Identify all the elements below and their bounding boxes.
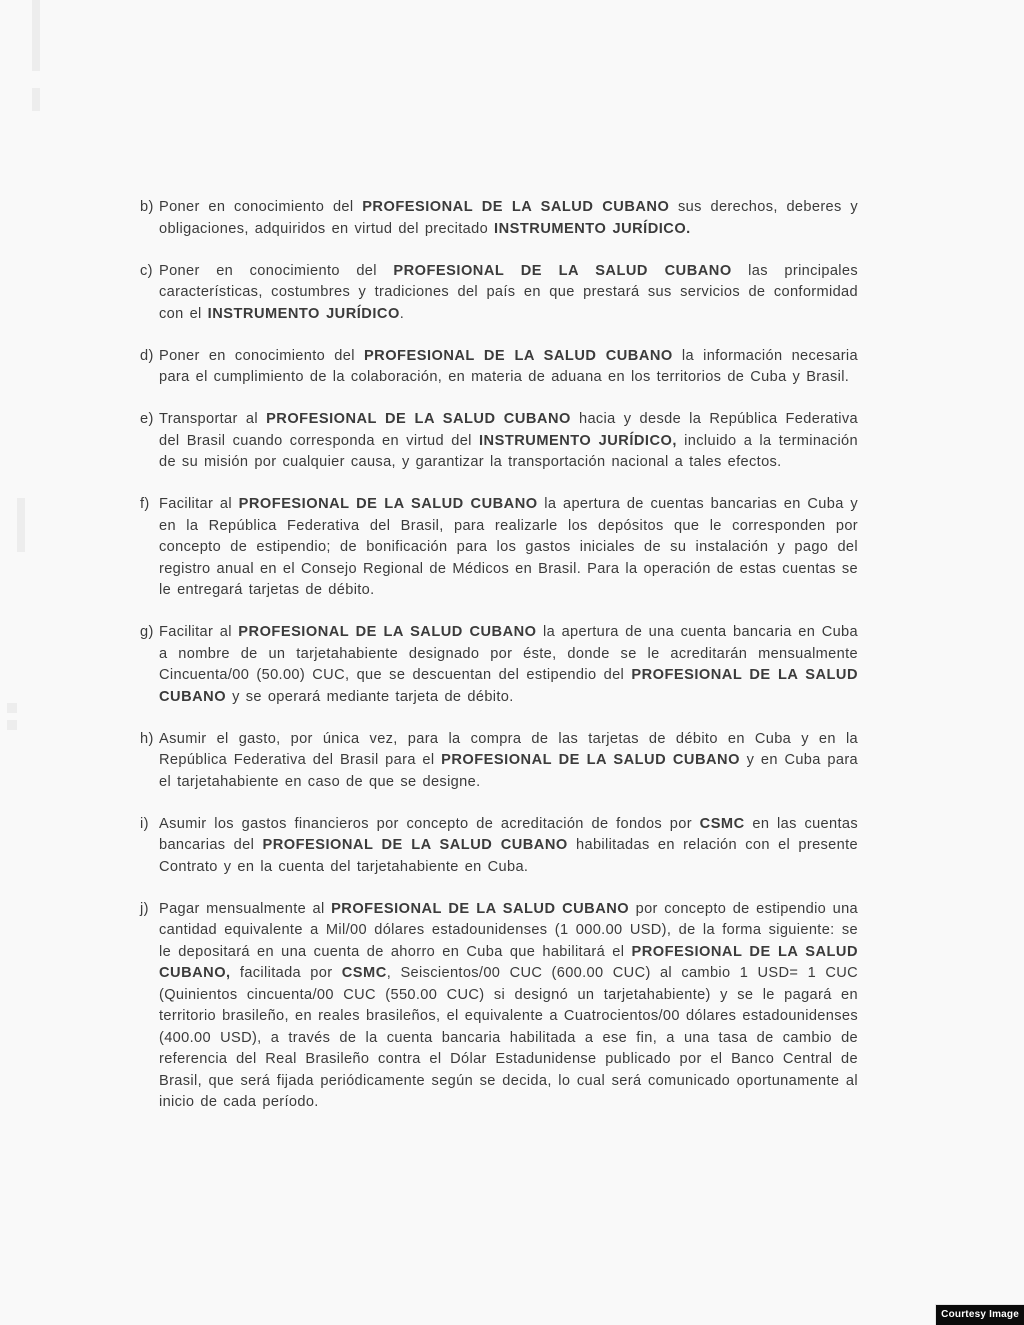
clause-text-run: las principales características, costumbres y tradiciones del país en que prestará sus servicios de conformidad con el — [159, 262, 859, 322]
clause-text-run: Poner en conocimiento del — [159, 262, 394, 279]
clause-letter: b) — [140, 199, 154, 215]
clause-text — [159, 494, 858, 602]
scan-artifact — [32, 0, 40, 71]
clause-text-run: hacia y desde la República Federativa del Brasil cuando corresponda en virtud del — [159, 411, 858, 449]
clause-text-run: Poner en conocimiento del — [159, 199, 363, 215]
emphasis-term: PROFESIONAL DE LA SALUD CUBANO — [362, 199, 670, 215]
emphasis-term: PROFESIONAL DE LA SALUD CUBANO — [159, 667, 858, 705]
clause-text-run: la apertura de cuentas bancarias en Cuba y en la República Federativa del Brasil, para realizarle los depósitos que le corresponden por concepto de estipendio; de bonificación para los gastos iniciales de su instalación y pago del registro anual en el Consejo Regional de Médicos en Brasil. Para la operación de estas cuentas se le entregará tarjetas de débito. — [159, 496, 858, 598]
contract-clause-list — [140, 197, 858, 1134]
contract-clause — [140, 494, 858, 602]
clause-text — [159, 814, 858, 879]
clause-text-run: Asumir los gastos financieros por concepto de acreditación de fondos por — [159, 815, 700, 832]
clause-text-run: la apertura de una cuenta bancaria en Cuba a nombre de un tarjetahabiente designado por éste, donde se le acreditarán mensualmente Cincuenta/00 (50.00) CUC, que se descuentan del estipendio del — [159, 624, 858, 683]
contract-clause — [140, 197, 858, 240]
clause-text-run: Facilitar al — [159, 624, 239, 640]
clause-letter: g) — [140, 624, 154, 640]
clause-letter: i) — [140, 815, 149, 832]
emphasis-term: INSTRUMENTO JURÍDICO, — [479, 432, 677, 449]
clause-text-run: facilitada por — [230, 965, 342, 981]
clause-text-run: , Seiscientos/00 CUC (600.00 CUC) al cambio 1 USD= 1 CUC (Quinientos cincuenta/00 CUC (550.00 CUC) si designó un tarjetahabiente) y se le pagará en territorio brasileño, en reales brasileños, el equivalente a Cuatrocientos/00 dólares estadounidenses (400.00 USD), a través de la cuenta bancaria habilitada a ese fin, a una tasa de cambio de referencia del Real Brasileño contra el Dólar Estadunidense publicado por el Banco Central de Brasil, que será fijada periódicamente según se decida, lo cual será comunicado oportunamente al inicio de cada período. — [159, 965, 859, 1110]
clause-text — [159, 409, 858, 474]
clause-text-run: habilitadas en relación con el presente Contrato y en la cuenta del tarjetahabiente en Cuba. — [159, 837, 858, 875]
emphasis-term: PROFESIONAL DE LA SALUD CUBANO — [266, 411, 571, 427]
clause-text-run: sus derechos, deberes y obligaciones, adquiridos en virtud del precitado — [159, 199, 859, 237]
emphasis-term: PROFESIONAL DE LA SALUD CUBANO, — [159, 943, 859, 981]
scan-artifact — [7, 703, 17, 713]
clause-text-run: Poner en conocimiento del — [159, 347, 364, 364]
emphasis-term: CSMC — [341, 965, 387, 981]
scan-artifact — [7, 720, 17, 730]
contract-clause — [140, 409, 858, 474]
clause-text-run: incluido a la terminación de su misión por cualquier causa, y garantizar la transportación nacional a tales efectos. — [159, 432, 858, 470]
emphasis-term: CSMC — [699, 815, 745, 832]
contract-clause — [140, 814, 858, 879]
clause-text-run: Transportar al — [159, 411, 267, 427]
clause-letter: h) — [140, 730, 154, 747]
clause-letter: j) — [140, 900, 149, 917]
contract-clause — [140, 622, 858, 708]
clause-text — [159, 261, 858, 326]
contract-clause — [140, 261, 858, 326]
contract-clause — [140, 729, 858, 794]
clause-text-run: Facilitar al — [159, 496, 239, 512]
emphasis-term: PROFESIONAL DE LA SALUD CUBANO — [262, 837, 568, 853]
emphasis-term: PROFESIONAL DE LA SALUD CUBANO — [441, 752, 740, 768]
clause-text-run: . — [399, 305, 405, 322]
contract-clause — [140, 346, 858, 389]
emphasis-term: PROFESIONAL DE LA SALUD CUBANO — [331, 900, 630, 917]
clause-text-run: la información necesaria para el cumplimiento de la colaboración, en materia de aduana en los territorios de Cuba y Brasil. — [159, 347, 858, 385]
clause-letter: c) — [140, 262, 153, 279]
emphasis-term: PROFESIONAL DE LA SALUD CUBANO — [238, 624, 537, 640]
emphasis-term: PROFESIONAL DE LA SALUD CUBANO — [393, 262, 732, 279]
scan-artifact — [32, 88, 40, 111]
clause-text-run: y se operará mediante tarjeta de débito. — [226, 688, 514, 705]
clause-letter: d) — [140, 347, 154, 364]
clause-text — [159, 729, 858, 794]
courtesy-image-badge: Courtesy Image — [935, 1304, 1024, 1325]
clause-text — [159, 346, 858, 389]
clause-text-run: por concepto de estipendio una cantidad equivalente a Mil/00 dólares estadounidenses (1 000.00 USD), de la forma siguiente: se le depositará en una cuenta de ahorro en Cuba que habilitará el — [159, 900, 859, 960]
clause-text — [159, 197, 858, 240]
clause-letter: f) — [140, 496, 150, 512]
emphasis-term: PROFESIONAL DE LA SALUD CUBANO — [238, 496, 538, 512]
contract-clause — [140, 899, 858, 1114]
clause-text — [159, 899, 858, 1114]
scan-artifact — [17, 498, 25, 552]
clause-text-run: en las cuentas bancarias del — [159, 815, 859, 853]
clause-letter: e) — [140, 411, 154, 427]
clause-text-run: y en Cuba para el tarjetahabiente en caso de que se designe. — [159, 752, 858, 790]
emphasis-term: INSTRUMENTO JURÍDICO. — [494, 220, 691, 237]
clause-text-run: Asumir el gasto, por única vez, para la compra de las tarjetas de débito en Cuba y en la República Federativa del Brasil para el — [159, 730, 858, 768]
clause-text — [159, 622, 858, 708]
clause-text-run: Pagar mensualmente al — [159, 900, 332, 917]
emphasis-term: INSTRUMENTO JURÍDICO — [207, 305, 400, 322]
emphasis-term: PROFESIONAL DE LA SALUD CUBANO — [363, 347, 673, 364]
